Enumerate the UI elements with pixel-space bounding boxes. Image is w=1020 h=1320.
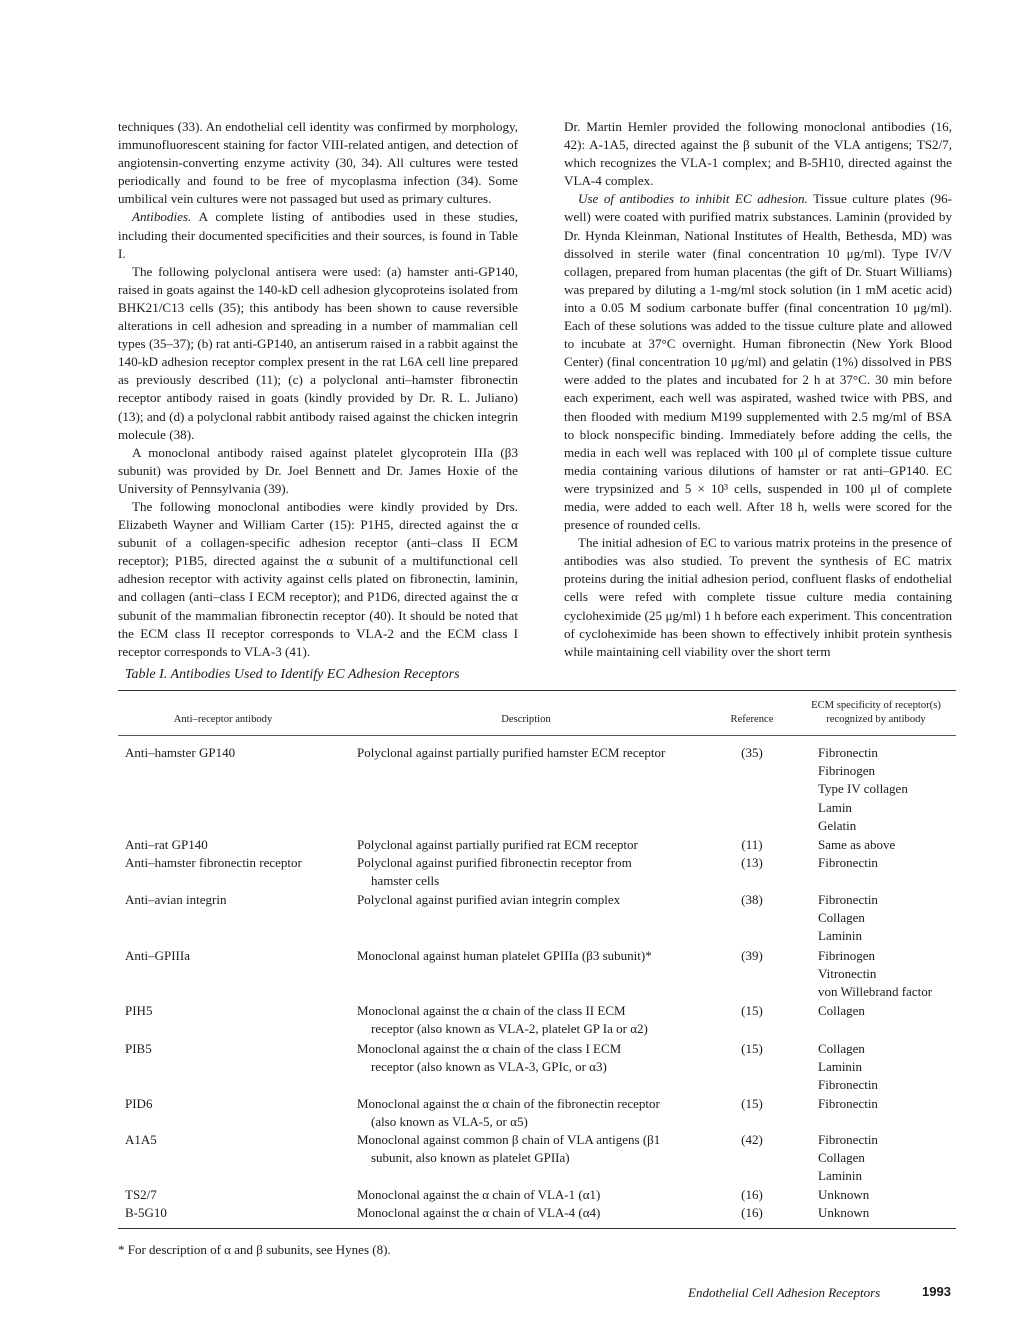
running-head: Endothelial Cell Adhesion Receptors <box>688 1285 881 1300</box>
header-specificity-line2: recognized by antibody <box>826 714 926 725</box>
right-text-column <box>564 118 952 661</box>
paragraph <box>564 534 952 661</box>
page-number: 1993 <box>922 1284 951 1299</box>
cell-reference: (35) <box>741 745 763 760</box>
table-bottom-rule <box>118 1228 956 1229</box>
cell-specificity: Same as above <box>818 837 896 852</box>
cell-reference: (15) <box>741 1096 763 1111</box>
cell-description: Polyclonal against partially purified rat ECM receptor <box>357 837 638 852</box>
paragraph-text: Dr. Martin Hemler provided the following monoclonal antibodies (16, 42): A-1A5, directed against the β subunit of the VLA antigens; TS2/7, which recognizes the VLA-1 complex; and B-5H10, directed against the VLA-4 complex. <box>564 119 952 189</box>
paragraph <box>118 498 518 661</box>
cell-specificity: Fibrinogen <box>818 763 876 779</box>
paragraph <box>118 208 518 262</box>
header-reference: Reference <box>730 714 774 725</box>
cell-specificity: Collagen <box>818 1003 865 1018</box>
cell-reference: (38) <box>741 892 763 907</box>
cell-description: receptor (also known as VLA-2, platelet GP Ia or α2) <box>371 1021 648 1037</box>
cell-antibody: PIB5 <box>125 1041 152 1056</box>
cell-specificity: Fibronectin <box>818 745 878 760</box>
header-antibody: Anti–receptor antibody <box>173 714 273 725</box>
cell-specificity: Fibronectin <box>818 1132 878 1147</box>
cell-reference: (11) <box>741 837 763 852</box>
table-header-rule <box>118 735 956 736</box>
table-top-rule <box>118 690 956 691</box>
cell-description: Polyclonal against purified fibronectin receptor from <box>357 855 632 870</box>
cell-description: Monoclonal against human platelet GPIIIa (β3 subunit)* <box>357 948 652 963</box>
paragraph-text: A monoclonal antibody raised against platelet glycoprotein IIIa (β3 subunit) was provided by Dr. Joel Bennett and Dr. James Hoxie of the University of Pennsylvania (39). <box>118 444 518 496</box>
cell-reference: (13) <box>741 855 763 870</box>
cell-specificity: von Willebrand factor <box>818 984 933 1000</box>
cell-description: Polyclonal against partially purified hamster ECM receptor <box>357 745 666 760</box>
cell-specificity: Type IV collagen <box>818 781 908 797</box>
cell-antibody: Anti–avian integrin <box>125 892 227 907</box>
header-description: Description <box>501 714 551 725</box>
cell-antibody: Anti–hamster GP140 <box>125 745 236 760</box>
cell-specificity: Gelatin <box>818 817 857 833</box>
cell-specificity: Lamin <box>818 799 852 815</box>
run-in-heading: Use of antibodies to inhibit EC adhesion. <box>578 191 808 207</box>
cell-specificity: Laminin <box>818 928 863 944</box>
cell-specificity: Fibronectin <box>818 892 878 907</box>
paragraph <box>564 118 952 190</box>
cell-specificity: Laminin <box>818 1168 863 1184</box>
left-text-column <box>118 118 518 661</box>
cell-reference: (42) <box>741 1132 763 1147</box>
run-in-heading: Antibodies. <box>132 209 192 225</box>
cell-specificity: Fibrinogen <box>818 948 876 963</box>
paragraph <box>118 263 518 444</box>
cell-description: Monoclonal against common β chain of VLA antigens (β1 <box>357 1132 661 1147</box>
cell-description: receptor (also known as VLA-3, GPIc, or α3) <box>371 1059 607 1075</box>
paragraph-text: The following polyclonal antisera were used: (a) hamster anti-GP140, raised in goats against the 140-kD cell adhesion glycoproteins isolated from BHK21/C13 cells (35); this antibody has been shown to cause reversible alterations in cell adhesion and spreading in a number of mammalian cell types (35–37); (b) rat anti-GP140, an antiserum raised in a rabbit against the 140-kD adhesion receptor complex present in the rat L6A cell line prepared as previously described (11); (c) a polyclonal anti–hamster fibronectin receptor antibody raised in goats (kindly provided by Dr. R. L. Juliano) (13); and (d) a polyclonal rabbit antibody raised against the chicken integrin molecule (38). <box>118 263 518 442</box>
cell-reference: (15) <box>741 1041 763 1056</box>
table-footnote: * For description of α and β subunits, see Hynes (8). <box>118 1242 391 1257</box>
cell-specificity: Fibronectin <box>818 1077 878 1093</box>
paragraph <box>564 190 952 534</box>
cell-antibody: Anti–GPIIIa <box>125 948 190 963</box>
header-specificity <box>796 699 956 727</box>
cell-specificity: Fibronectin <box>818 1096 878 1111</box>
paragraph-text: A complete listing of antibodies used in these studies, including their documented specificities and their sources, is found in Table I. <box>118 209 518 261</box>
cell-antibody: B-5G10 <box>125 1205 167 1220</box>
header-specificity-line1: ECM specificity of receptor(s) <box>811 700 941 711</box>
cell-antibody: Anti–hamster fibronectin receptor <box>125 855 302 870</box>
paragraph-text: The following monoclonal antibodies were kindly provided by Drs. Elizabeth Wayner and William Carter (15): P1H5, directed against the α subunit of a collagen-specific adhesion receptor (anti–class II ECM receptor); P1B5, directed against the α subunit of a multifunctional cell adhesion receptor with activity against cells plated on fibronectin, laminin, and collagen (anti–class I ECM receptor); and P1D6, directed against the α subunit of the mammalian fibronectin receptor (40). It should be noted that the ECM class II receptor corresponds to VLA-2 and the ECM class I receptor corresponds to VLA-3 (41). <box>118 498 518 659</box>
paragraph-text: techniques (33). An endothelial cell identity was confirmed by morphology, immunofluorescent staining for factor VIII-related antigen, and detection of angiotensin-converting enzyme activity (30, 34). All cultures were tested periodically and found to be free of mycoplasma infection (34). Some umbilical vein cultures were not passaged but used as primary cultures. <box>118 119 518 207</box>
cell-specificity: Collagen <box>818 910 865 926</box>
cell-description: Monoclonal against the α chain of the class II ECM <box>357 1003 626 1018</box>
cell-specificity: Unknown <box>818 1187 870 1202</box>
cell-antibody: TS2/7 <box>125 1187 157 1202</box>
cell-description: Monoclonal against the α chain of the fibronectin receptor <box>357 1096 660 1111</box>
cell-antibody: PIH5 <box>125 1003 153 1018</box>
paragraph-text: Tissue culture plates (96-well) were coated with purified matrix substances. Laminin (provided by Dr. Hynda Kleinman, National Institutes of Health, Bethesda, MD) was dissolved in sterile water (final concentration 10 μg/ml). Type IV/V collagen, prepared from human placentas (the gift of Dr. Stuart Williams) was prepared by diluting a 1-mg/ml stock solution (in 1 mM acetic acid) into a 0.05 M sodium carbonate buffer (final concentration 10 μg/ml). Each of these solutions was added to the tissue culture plate and allowed to incubate at 37°C overnight. Human fibronectin (New York Blood Center) (final concentration 10 μg/ml) and gelatin (1%) dissolved in PBS were added to the plates and incubated for 2 h at 37°C. 30 min before each experiment, each well was aspirated, washed twice with PBS, and then flooded with medium M199 supplemented with 2.5 mg/ml of BSA to block nonspecific binding. Immediately before adding the cells, the media in each well was replaced with 100 μl of complete tissue culture media containing various dilutions of hamster or rat anti–GP140. EC were trypsinized and 5 × 10³ cells, suspended in 100 μl of complete media, were added to each well. After 18 h, wells were scored for the presence of rounded cells. <box>564 191 953 533</box>
paragraph-text: The initial adhesion of EC to various matrix proteins in the presence of antibodies was also studied. To prevent the synthesis of EC matrix proteins during the initial adhesion period, confluent flasks of endothelial cells were refed with complete tissue culture media containing cycloheximide (25 μg/ml) 1 h before each experiment. This concentration of cycloheximide has been shown to effectively inhibit protein synthesis while maintaining cell viability over the short term <box>564 535 952 659</box>
cell-description: Monoclonal against the α chain of VLA-4 (α4) <box>357 1205 601 1220</box>
cell-description: Monoclonal against the α chain of VLA-1 (α1) <box>357 1187 601 1202</box>
cell-description: subunit, also known as platelet GPIIa) <box>371 1150 570 1166</box>
cell-specificity: Collagen <box>818 1150 865 1166</box>
cell-specificity: Fibronectin <box>818 855 878 870</box>
cell-description: hamster cells <box>371 873 440 889</box>
paragraph <box>118 444 518 498</box>
cell-specificity: Vitronectin <box>818 966 877 982</box>
cell-reference: (15) <box>741 1003 763 1018</box>
table-caption: Table I. Antibodies Used to Identify EC Adhesion Receptors <box>125 667 460 682</box>
cell-specificity: Collagen <box>818 1041 865 1056</box>
cell-antibody: A1A5 <box>125 1132 157 1147</box>
cell-description: Polyclonal against purified avian integrin complex <box>357 892 621 907</box>
cell-description: Monoclonal against the α chain of the class I ECM <box>357 1041 622 1056</box>
cell-reference: (39) <box>741 948 763 963</box>
cell-reference: (16) <box>741 1205 763 1220</box>
cell-antibody: PID6 <box>125 1096 153 1111</box>
cell-specificity: Unknown <box>818 1205 870 1220</box>
paragraph <box>118 118 518 208</box>
cell-reference: (16) <box>741 1187 763 1202</box>
cell-description: (also known as VLA-5, or α5) <box>371 1114 528 1130</box>
cell-specificity: Laminin <box>818 1059 863 1075</box>
cell-antibody: Anti–rat GP140 <box>125 837 208 852</box>
